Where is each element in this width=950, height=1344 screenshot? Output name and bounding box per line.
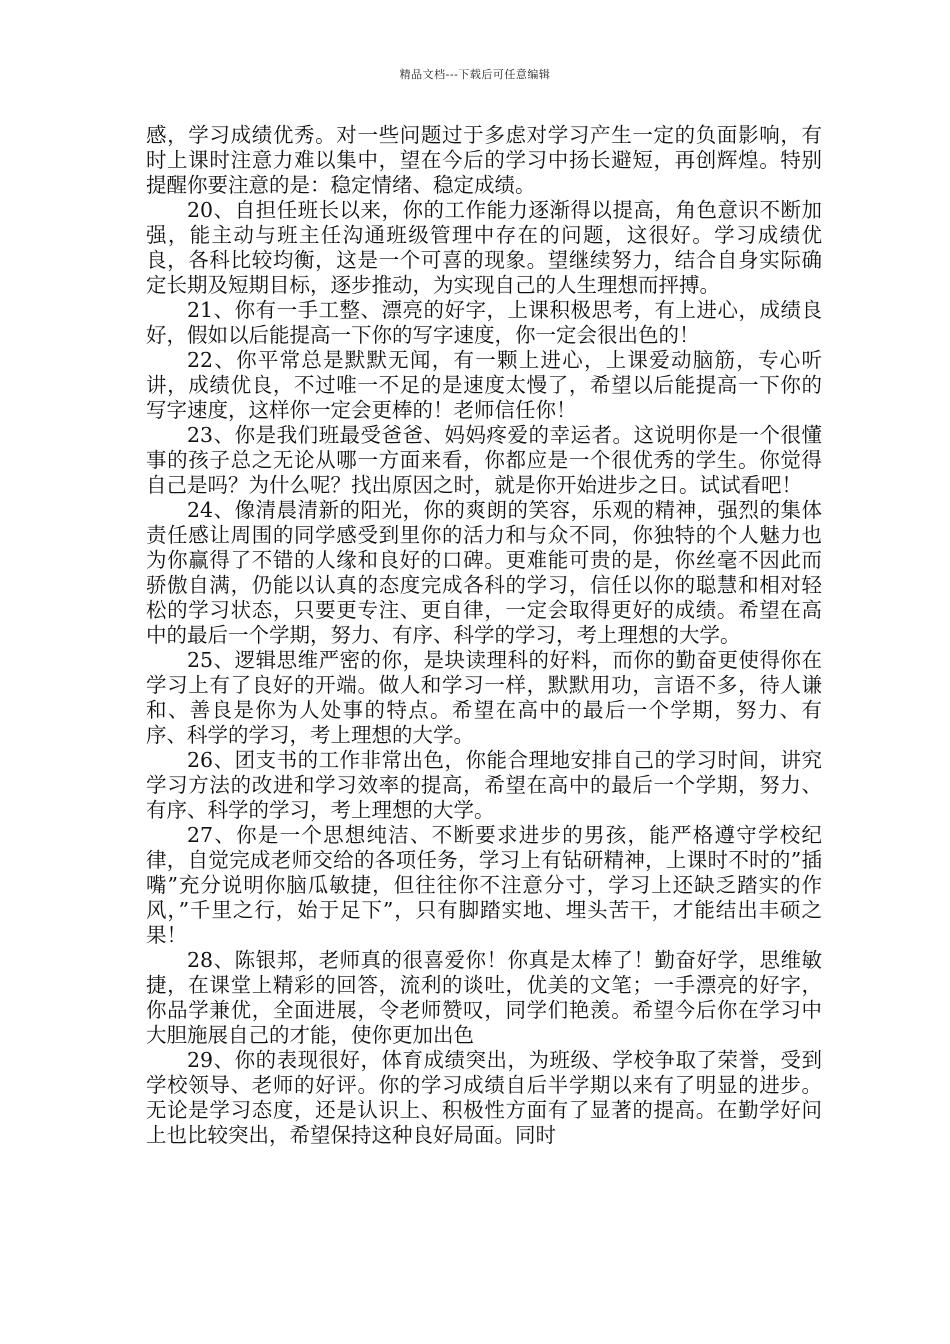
paragraph-28: 28、陈银邦，老师真的很喜爱你！你真是太棒了！勤奋好学，思维敏捷，在课堂上精彩的回答，流利的谈吐，优美的文笔；一手漂亮的好字，你品学兼优，全面进展，令老师赞叹，同学们艳羡。希望今后你在学习中大胆施展自己的才能，使你更加出色 bbox=[146, 948, 822, 1047]
paragraph-20: 20、自担任班长以来，你的工作能力逐渐得以提高，角色意识不断加强，能主动与班主任沟通班级管理中存在的问题，这很好。学习成绩优良，各科比较均衡，这是一个可喜的现象。望继续努力，结合自身实际确定长期及短期目标，逐步推动，为实现自己的人生理想而抨搏。 bbox=[146, 198, 822, 297]
document-body bbox=[146, 123, 822, 1148]
paragraph-continuation: 感，学习成绩优秀。对一些问题过于多虑对学习产生一定的负面影响，有时上课时注意力难以集中，望在今后的学习中扬长避短，再创辉煌。特别提醒你要注意的是：稳定情绪、稳定成绩。 bbox=[146, 123, 822, 197]
paragraph-29: 29、你的表现很好，体育成绩突出，为班级、学校争取了荣誉，受到学校领导、老师的好评。你的学习成绩自后半学期以来有了明显的进步。无论是学习态度，还是认识上、积极性方面有了显著的提高。在勤学好问上也比较突出，希望保持这种良好局面。同时 bbox=[146, 1048, 822, 1147]
paragraph-24: 24、像清晨清新的阳光，你的爽朗的笑容，乐观的精神，强烈的集体责任感让周围的同学感受到里你的活力和与众不同，你独特的个人魅力也为你赢得了不错的人缘和良好的口碑。更难能可贵的是，你丝毫不因此而骄傲自满，仍能以认真的态度完成各科的学习，信任以你的聪慧和相对轻松的学习状态，只要更专注、更自律，一定会取得更好的成绩。希望在高中的最后一个学期，努力、有序、科学的学习，考上理想的大学。 bbox=[146, 498, 822, 647]
paragraph-22: 22、你平常总是默默无闻，有一颗上进心，上课爱动脑筋，专心听讲，成绩优良，不过唯一不足的是速度太慢了，希望以后能提高一下你的写字速度，这样你一定会更棒的！老师信任你！ bbox=[146, 348, 822, 422]
paragraph-27: 27、你是一个思想纯洁、不断要求进步的男孩，能严格遵守学校纪律，自觉完成老师交给的各项任务，学习上有钻研精神，上课时不时的”插嘴”充分说明你脑瓜敏捷，但往往你不注意分寸，学习上还缺乏踏实的作风，”千里之行，始于足下”，只有脚踏实地、埋头苦干，才能结出丰硕之果！ bbox=[146, 823, 822, 947]
paragraph-23: 23、你是我们班最受爸爸、妈妈疼爱的幸运者。这说明你是一个很懂事的孩子总之无论从哪一方面来看，你都应是一个很优秀的学生。你觉得自己是吗？为什么呢？找出原因之时，就是你开始进步之日。试试看吧！ bbox=[146, 423, 822, 497]
paragraph-25: 25、逻辑思维严密的你，是块读理科的好料，而你的勤奋更使得你在学习上有了良好的开端。做人和学习一样，默默用功，言语不多，待人谦和、善良是你为人处事的特点。希望在高中的最后一个学期，努力、有序、科学的学习，考上理想的大学。 bbox=[146, 648, 822, 747]
paragraph-26: 26、团支书的工作非常出色，你能合理地安排自己的学习时间，讲究学习方法的改进和学习效率的提高，希望在高中的最后一个学期，努力、有序、科学的学习，考上理想的大学。 bbox=[146, 748, 822, 822]
page-header: 精品文档---下载后可任意编辑 bbox=[399, 68, 551, 81]
paragraph-21: 21、你有一手工整、漂亮的好字，上课积极思考，有上进心，成绩良好，假如以后能提高一下你的写字速度，你一定会很出色的！ bbox=[146, 298, 822, 347]
